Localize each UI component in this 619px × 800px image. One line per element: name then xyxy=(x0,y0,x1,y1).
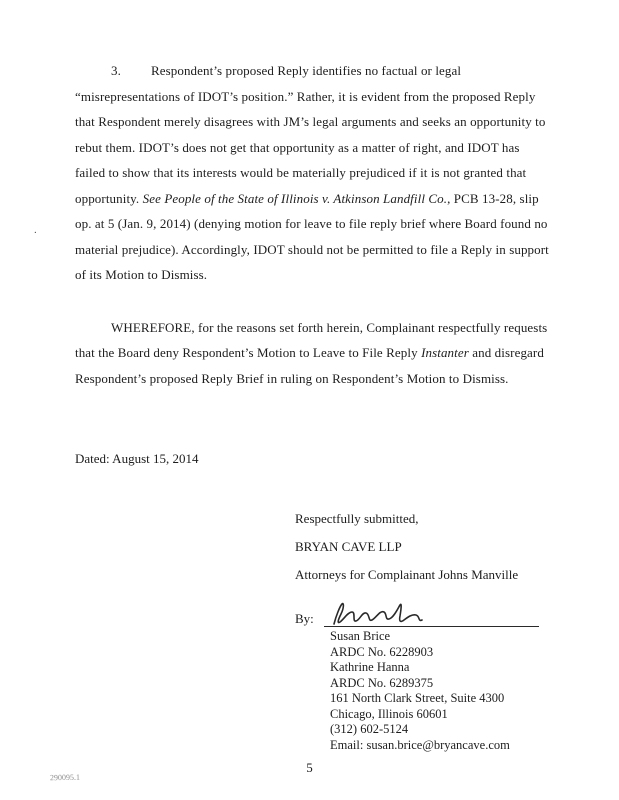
handwritten-signature xyxy=(328,600,478,630)
instanter-italic: Instanter xyxy=(421,345,469,360)
wherefore-text: WHEREFORE, for the reasons set forth herein, Complainant respectfully requests that the Board deny Respondent’s Motion to Leave to File Reply xyxy=(75,319,548,360)
by-label: By: xyxy=(295,611,314,626)
ardc-number-2: ARDC No. 6289375 xyxy=(330,675,434,690)
scan-artifact-mark: . xyxy=(34,224,37,236)
email-address: Email: susan.brice@bryancave.com xyxy=(330,737,510,752)
street-address: 161 North Clark Street, Suite 4300 xyxy=(330,691,505,705)
phone-number: (312) 602-5124 xyxy=(330,722,409,736)
signature-line xyxy=(324,600,539,627)
city-state-zip: Chicago, Illinois 60601 xyxy=(330,706,448,721)
signature-block xyxy=(295,512,549,753)
paragraph-3-text-cont: , PCB 13-28, slip op. at 5 (Jan. 9, 2014) (denying motion for leave to file reply brief where Board found no material prejudice). Accordingly, IDOT should not be permitted to file a Reply in support of its Motion to Dismiss. xyxy=(75,190,549,282)
page-number: 5 xyxy=(306,760,313,775)
firm-name: BRYAN CAVE LLP xyxy=(295,539,402,554)
paragraph-3-text: Respondent’s proposed Reply identifies no factual or legal “misrepresentations of IDOT’s position.” Rather, it is evident from the proposed Reply that Respondent merely disagrees with JM’s legal arguments and seeks an opportunity to rebut them. IDOT’s does not get that opportunity as a matter of right, and IDOT has failed to show that its interests would be materially prejudiced if it is not granted that opportunity. xyxy=(75,63,546,206)
wherefore-paragraph xyxy=(75,315,549,392)
attorney-contact-info xyxy=(330,629,549,753)
ardc-number: ARDC No. 6228903 xyxy=(330,644,434,659)
attorney-name-2: Kathrine Hanna xyxy=(330,660,410,674)
paragraph-number: 3. xyxy=(111,63,121,78)
attorneys-for-line: Attorneys for Complainant Johns Manville xyxy=(295,567,519,582)
wherefore-text-cont: and disregard Respondent’s proposed Reply Brief in ruling on Respondent’s Motion to Dismiss. xyxy=(75,345,544,386)
attorney-name: Susan Brice xyxy=(330,629,391,643)
case-citation-italic: See People of the State of Illinois v. Atkinson Landfill Co. xyxy=(142,190,448,206)
respectfully-submitted: Respectfully submitted, xyxy=(295,511,419,526)
document-stamp: 290095.1 xyxy=(49,772,81,783)
dated-line: Dated: August 15, 2014 xyxy=(75,451,199,466)
paragraph-3 xyxy=(75,58,549,288)
page-content xyxy=(75,58,549,753)
by-row xyxy=(295,600,549,627)
